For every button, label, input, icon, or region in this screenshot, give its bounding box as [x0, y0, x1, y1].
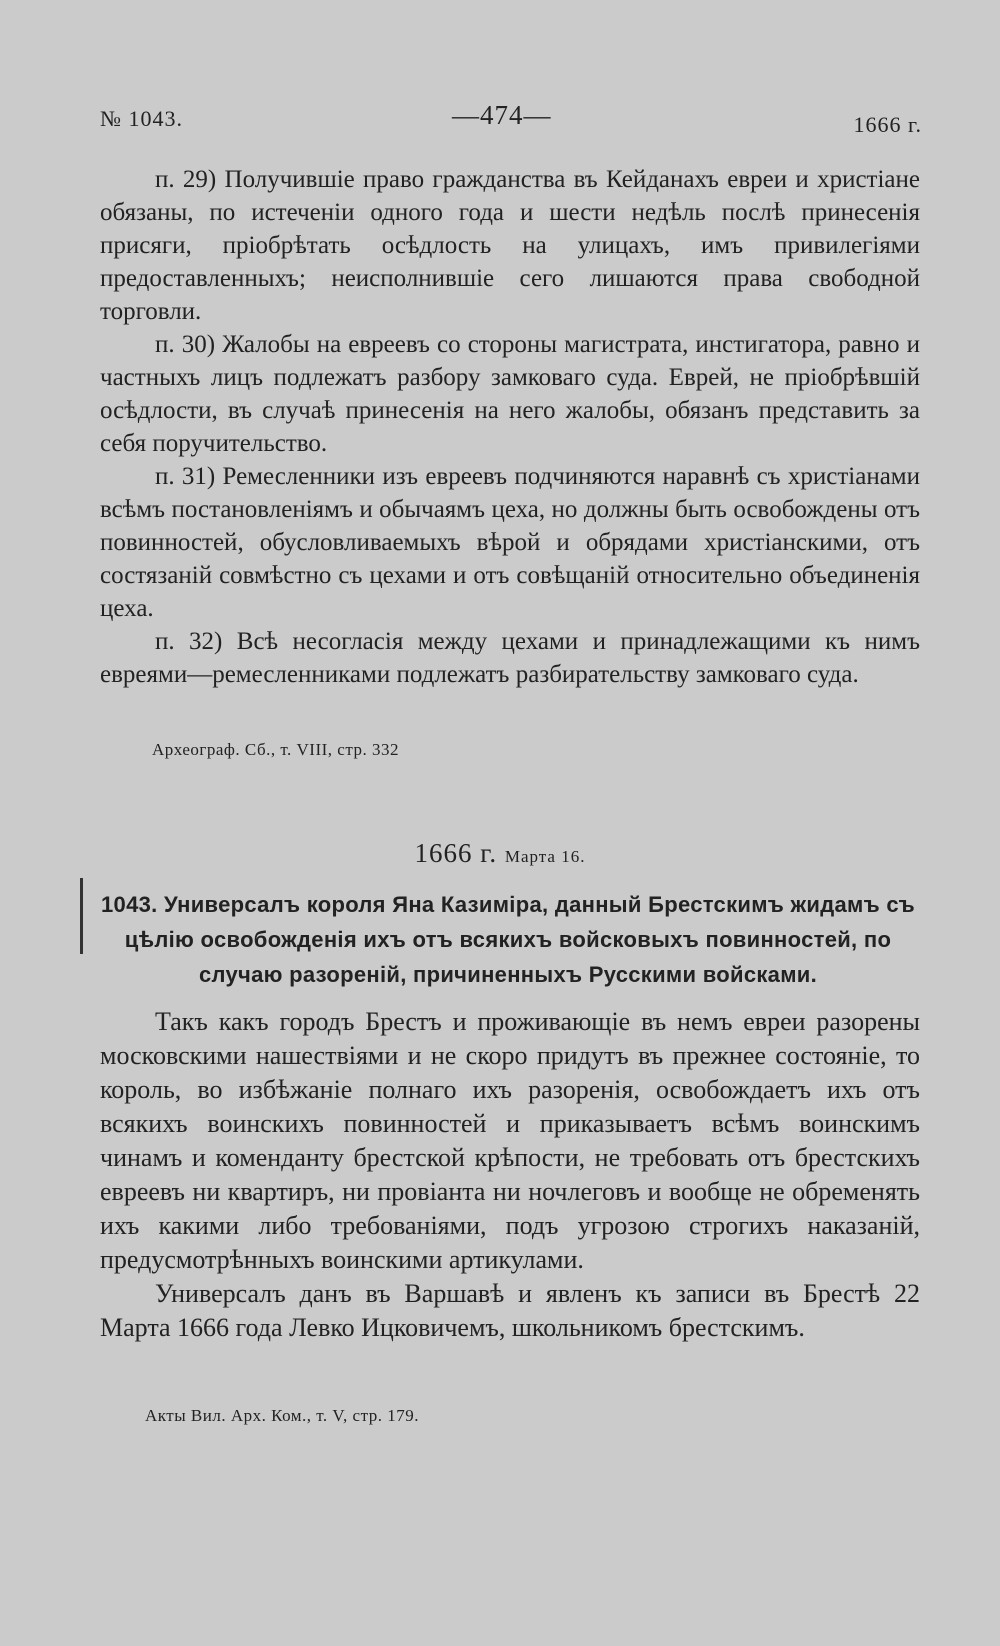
margin-mark [80, 878, 83, 954]
paragraph-32: п. 32) Всѣ несогласія между цехами и принадлежащими къ нимъ евреями—ремесленниками подлежатъ разбирательству замковаго суда. [100, 628, 920, 688]
summary-paragraph: Такъ какъ городъ Брестъ и проживающіе въ немъ евреи разорены московскими нашествіями и не скоро придутъ въ прежнее состояніе, то король, во избѣжаніе полнаго ихъ разоренія, освобождаетъ ихъ отъ всякихъ воинскихъ повинностей и приказываетъ всѣмъ воинскимъ чинамъ и коменданту брестской крѣпости, не требовать отъ брестскихъ евреевъ ни квартиръ, ни провіанта ни ночлеговъ и вообще не обременять ихъ какими либо требованіями, подъ угрозою строгихъ наказаній, предусмотрѣнныхъ воинскими артикулами. [100, 1007, 920, 1274]
page-header [100, 100, 922, 140]
paragraph-31: п. 31) Ремесленники изъ евреевъ подчиняются наравнѣ съ христіанами всѣмъ постановленіямъ и обычаямъ цеха, но должны быть освобождены отъ повинностей, обусловливаемыхъ вѣрой и обрядами христіанскими, отъ состязаній совмѣстно съ цехами и отъ совѣщаній относительно объединенія цеха. [100, 463, 920, 622]
date-day: Марта 16. [504, 847, 586, 866]
page-number: —474— [452, 100, 552, 130]
registration-paragraph: Универсалъ данъ въ Варшавѣ и явленъ къ записи въ Брестѣ 22 Марта 1666 года Левко Ицковичемъ, школьникомъ брестскимъ. [100, 1279, 920, 1342]
document-heading: 1043. Универсалъ короля Яна Казиміра, данный Брестскимъ жидамъ съ цѣлію освобожденія ихъ отъ всякихъ войсковыхъ повинностей, по случаю разореній, причиненныхъ Русскими войсками. [101, 892, 915, 987]
section-1-body [100, 163, 920, 691]
source-citation-1: Археограф. Сб., т. VIII, стр. 332 [152, 740, 399, 759]
source-citation-2: Акты Вил. Арх. Ком., т. V, стр. 179. [145, 1406, 419, 1425]
header-year: 1666 г. [853, 112, 922, 137]
section-2-body [100, 1005, 920, 1345]
paragraph-29: п. 29) Получившіе право гражданства въ Кейданахъ евреи и христіане обязаны, по истеченіи одного года и шести недѣль послѣ принесенія присяги, пріобрѣтать осѣдлость на улицахъ, имъ привилегіями предоставленныхъ; неисполнившіе сего лишаются права свободной торговли. [100, 166, 920, 325]
document-number: № 1043. [100, 106, 183, 131]
document-date [0, 838, 1000, 869]
date-year: 1666 г. [414, 838, 498, 868]
paragraph-30: п. 30) Жалобы на евреевъ со стороны магистрата, инстигатора, равно и частныхъ лицъ подлежатъ разбору замковаго суда. Еврей, не пріобрѣвшій осѣдлости, въ случаѣ принесенія на него жалобы, обязанъ представить за себя поручительство. [100, 331, 920, 457]
